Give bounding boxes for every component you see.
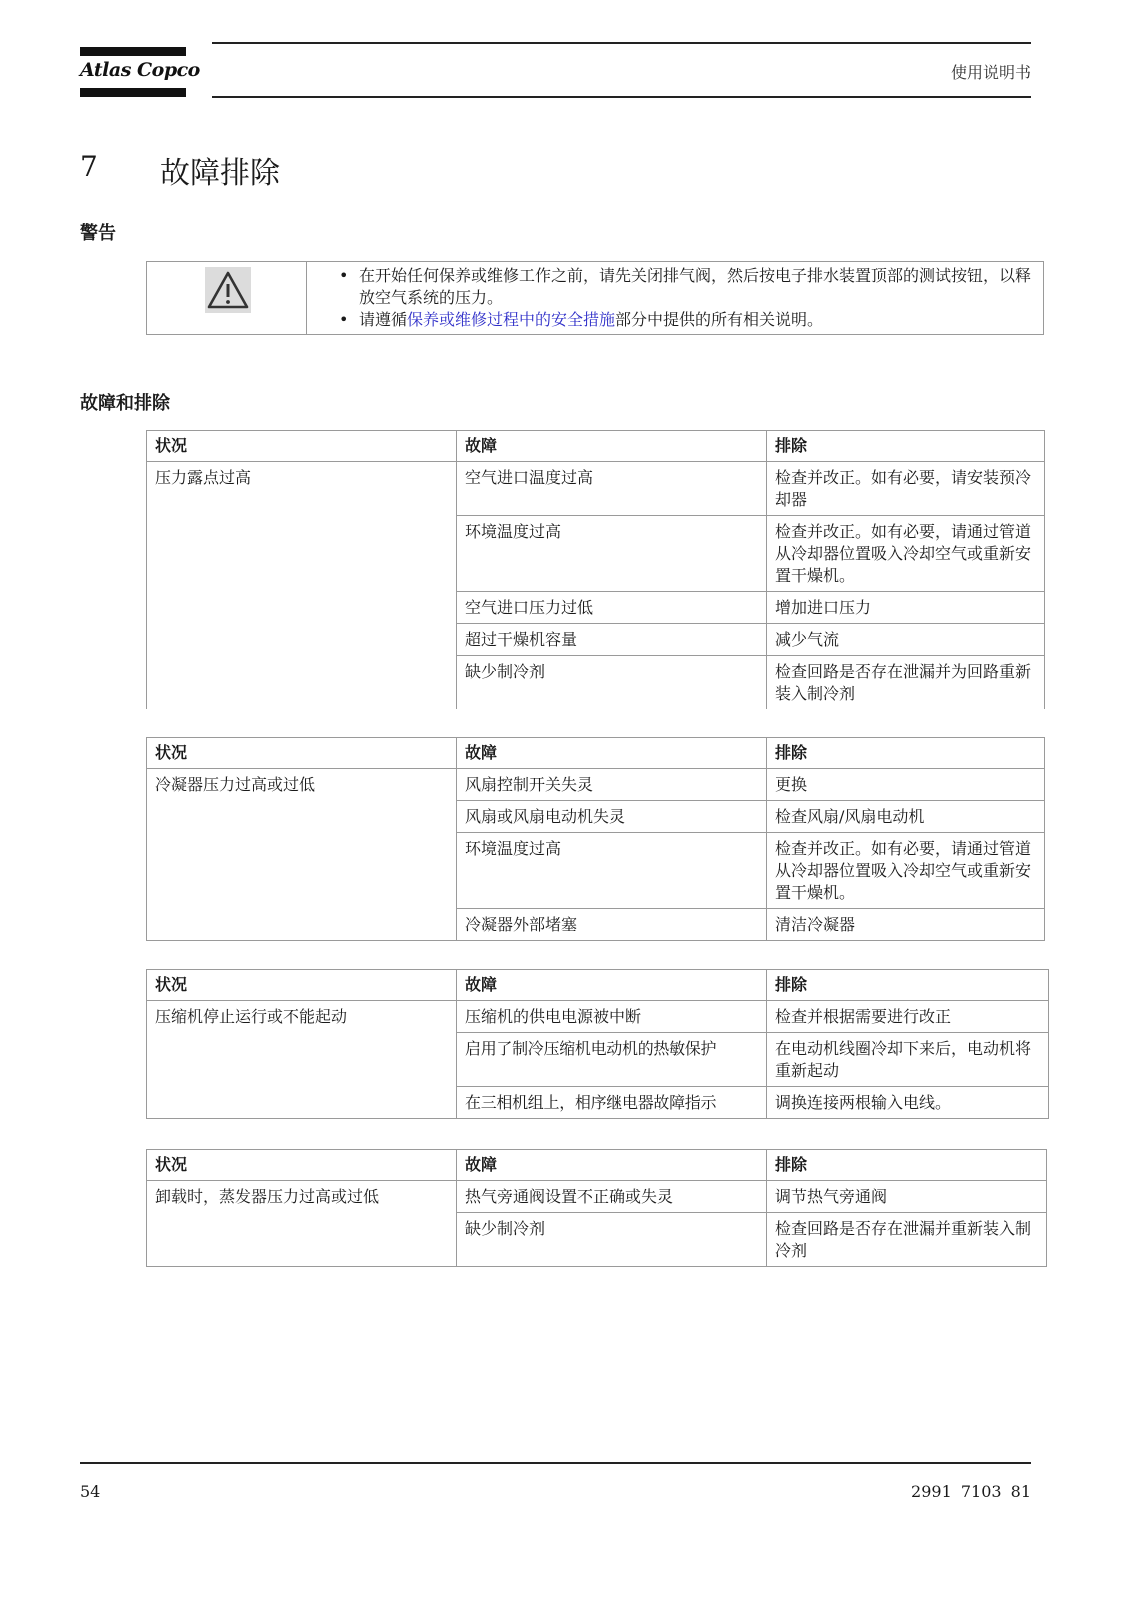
page-number: 54: [80, 1482, 101, 1501]
fault-cell: 缺少制冷剂: [457, 656, 767, 710]
warning-heading: 警告: [80, 223, 116, 244]
atlas-copco-logo: [80, 47, 200, 99]
column-header-remedy: 排除: [767, 970, 1049, 1001]
logo-bar-bottom: [80, 88, 186, 97]
remedy-cell: 检查风扇/风扇电动机: [767, 801, 1045, 833]
column-header-fault: 故障: [457, 738, 767, 769]
fault-cell: 空气进口温度过高: [457, 462, 767, 516]
fault-cell: 在三相机组上，相序继电器故障指示: [457, 1087, 767, 1119]
document-number: 2991 7103 81: [911, 1482, 1031, 1501]
warning-bullet: [337, 265, 1037, 309]
remedy-cell: 调换连接两根输入电线。: [767, 1087, 1049, 1119]
chapter-number: 7: [80, 150, 98, 183]
remedy-cell: 清洁冷凝器: [767, 909, 1045, 941]
column-header-fault: 故障: [457, 1150, 767, 1181]
fault-cell: 空气进口压力过低: [457, 592, 767, 624]
column-header-remedy: 排除: [767, 431, 1045, 462]
column-header-fault: 故障: [457, 970, 767, 1001]
remedy-cell: 更换: [767, 769, 1045, 801]
warning-text-post: 部分中提供的所有相关说明。: [615, 310, 824, 329]
header-rule-bottom: [212, 96, 1031, 98]
warning-box: [146, 261, 1044, 335]
footer-rule: [80, 1462, 1031, 1464]
remedy-cell: 检查并根据需要进行改正: [767, 1001, 1049, 1033]
fault-cell: 启用了制冷压缩机电动机的热敏保护: [457, 1033, 767, 1087]
warning-list: [337, 265, 1037, 331]
fault-cell: 压缩机的供电电源被中断: [457, 1001, 767, 1033]
remedy-cell: 增加进口压力: [767, 592, 1045, 624]
chapter-title: 故障排除: [160, 156, 280, 191]
column-header-condition: 状况: [147, 738, 457, 769]
remedy-cell: 调节热气旁通阀: [767, 1181, 1047, 1213]
fault-cell: 冷凝器外部堵塞: [457, 909, 767, 941]
remedy-cell: 检查并改正。如有必要，请通过管道从冷却器位置吸入冷却空气或重新安置干燥机。: [767, 516, 1045, 592]
column-header-condition: 状况: [147, 970, 457, 1001]
condition-cell: 压缩机停止运行或不能起动: [147, 1001, 457, 1119]
remedy-cell: 检查并改正。如有必要，请安装预冷却器: [767, 462, 1045, 516]
troubleshooting-table: [146, 737, 1045, 941]
fault-cell: 热气旁通阀设置不正确或失灵: [457, 1181, 767, 1213]
warning-icon-cell: [147, 262, 307, 334]
column-header-fault: 故障: [457, 431, 767, 462]
fault-cell: 风扇或风扇电动机失灵: [457, 801, 767, 833]
header-rule-top: [212, 42, 1031, 44]
table-row: [147, 769, 1045, 801]
condition-cell: 卸载时，蒸发器压力过高或过低: [147, 1181, 457, 1267]
troubleshooting-table: [146, 430, 1045, 709]
table-row: [147, 462, 1045, 516]
table-header-row: [147, 738, 1045, 769]
column-header-condition: 状况: [147, 1150, 457, 1181]
remedy-cell: 检查回路是否存在泄漏并重新装入制冷剂: [767, 1213, 1047, 1267]
table-row: [147, 1181, 1047, 1213]
warning-text-pre: 请遵循: [359, 310, 408, 329]
column-header-remedy: 排除: [767, 1150, 1047, 1181]
logo-brand-text: Atlas Copco: [80, 59, 200, 81]
table-header-row: [147, 970, 1049, 1001]
table-header-row: [147, 1150, 1047, 1181]
table-header-row: [147, 431, 1045, 462]
remedy-cell: 检查并改正。如有必要，请通过管道从冷却器位置吸入冷却空气或重新安置干燥机。: [767, 833, 1045, 909]
fault-cell: 超过干燥机容量: [457, 624, 767, 656]
safety-precautions-link[interactable]: 保养或维修过程中的安全措施: [407, 310, 616, 329]
document-type-label: 使用说明书: [950, 63, 1031, 82]
remedy-cell: 减少气流: [767, 624, 1045, 656]
column-header-condition: 状况: [147, 431, 457, 462]
warning-bullet: [337, 309, 1037, 331]
fault-cell: 环境温度过高: [457, 833, 767, 909]
section-heading: 故障和排除: [80, 393, 170, 414]
column-header-remedy: 排除: [767, 738, 1045, 769]
troubleshooting-table: [146, 969, 1049, 1119]
remedy-cell: 检查回路是否存在泄漏并为回路重新装入制冷剂: [767, 656, 1045, 710]
table-row: [147, 1001, 1049, 1033]
warning-triangle-icon: [205, 267, 251, 313]
fault-cell: 缺少制冷剂: [457, 1213, 767, 1267]
fault-cell: 环境温度过高: [457, 516, 767, 592]
condition-cell: 压力露点过高: [147, 462, 457, 710]
condition-cell: 冷凝器压力过高或过低: [147, 769, 457, 941]
troubleshooting-table: [146, 1149, 1047, 1267]
fault-cell: 风扇控制开关失灵: [457, 769, 767, 801]
logo-bar-top: [80, 47, 186, 56]
warning-text: 在开始任何保养或维修工作之前，请先关闭排气阀，然后按电子排水装置顶部的测试按钮，以释放空气系统的压力。: [359, 266, 1032, 307]
remedy-cell: 在电动机线圈冷却下来后，电动机将重新起动: [767, 1033, 1049, 1087]
